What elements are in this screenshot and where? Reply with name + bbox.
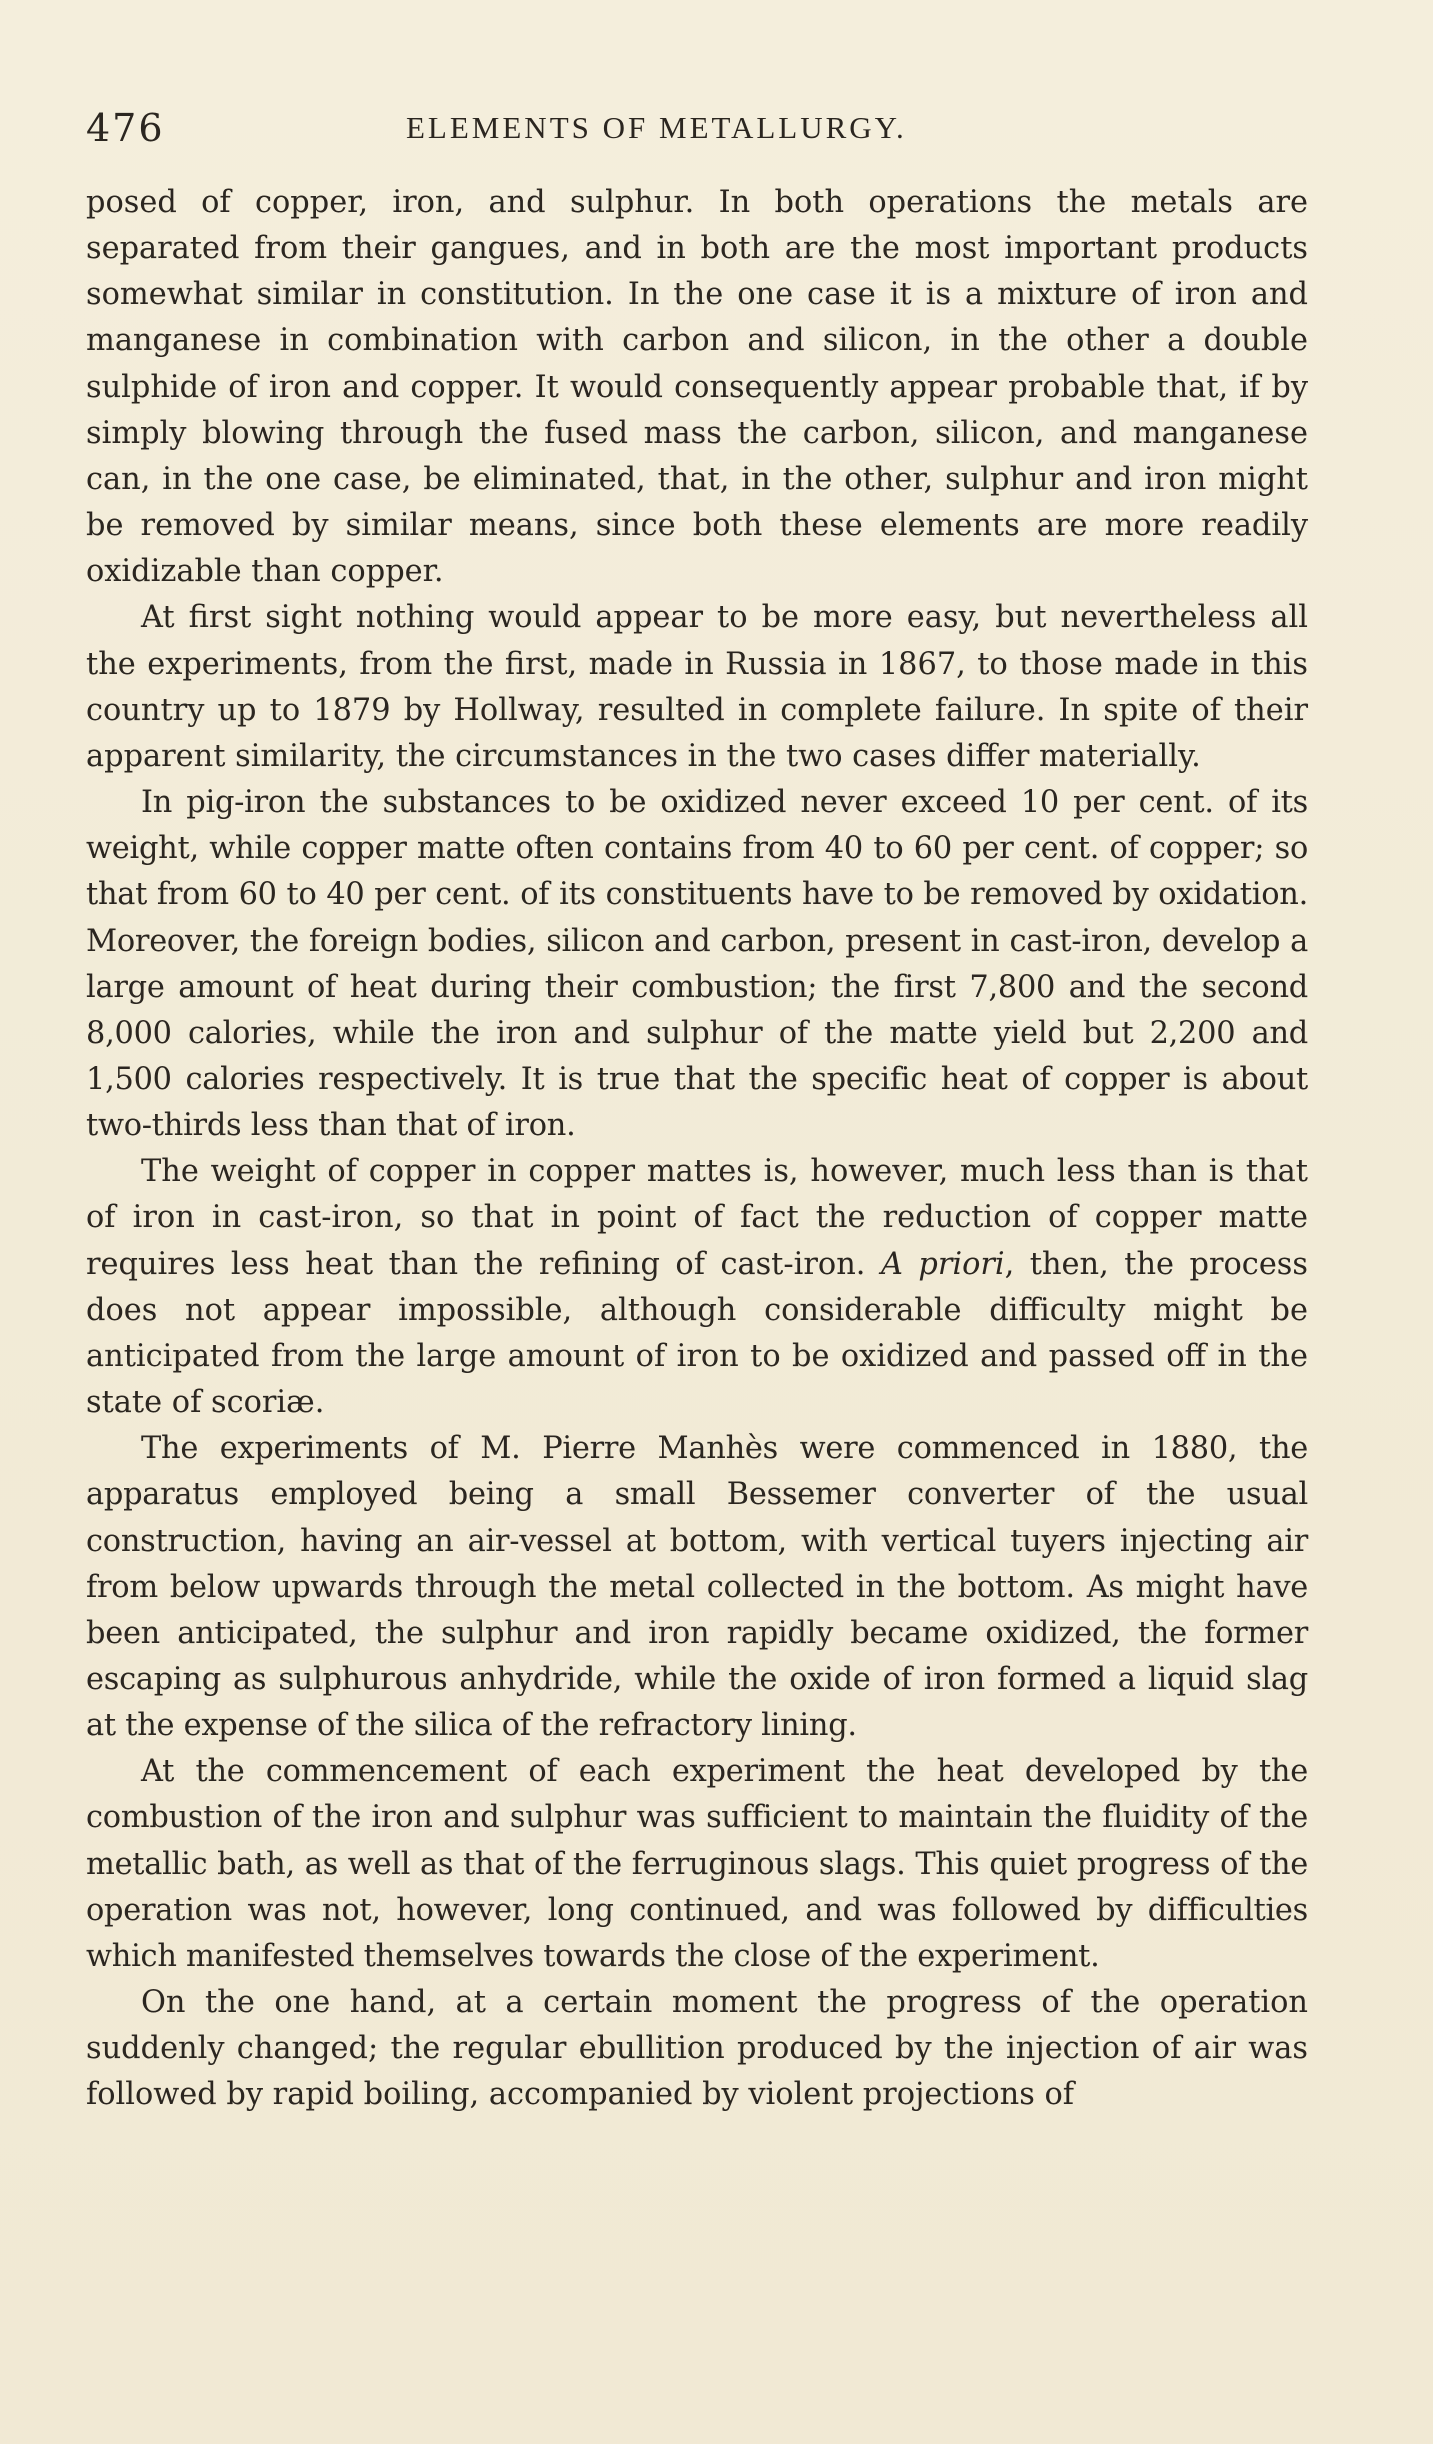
paragraph-text: At first sight nothing would appear to be more easy, but nevertheless all the experiments, from the first, made in Russia in 1867, to those made in this country up to 1879 by Hollway, resulted in complete failure. In spite of their apparent similarity, the circumstances in the two cases differ materially. xyxy=(86,600,1308,774)
paragraph-truncated xyxy=(86,1980,1308,2118)
italic-phrase: A priori xyxy=(880,1246,1005,1282)
page-header xyxy=(86,100,1306,160)
paragraph xyxy=(86,1149,1308,1426)
running-title: ELEMENTS OF METALLURGY. xyxy=(406,110,907,145)
paragraph xyxy=(86,780,1308,1149)
paragraph xyxy=(86,595,1308,780)
paragraph-text: posed of copper, iron, and sulphur. In both operations the metals are separated from their gangues, and in both are the most important products somewhat similar in constitution. In the one case it is a mixture of iron and manganese in combination with carbon and silicon, in the other a double sulphide of iron and copper. It would consequently appear probable that, if by simply blowing through the fused mass the carbon, silicon, and manganese can, in the one case, be eliminated, that, in the other, sulphur and iron might be removed by similar means, since both these elements are more readily oxidizable than copper. xyxy=(86,185,1308,590)
paragraph-text: , then, the process does not appear impossible, although considerable difficulty might be anticipated from the large amount of iron to be oxidized and passed off in the state of scoriæ. xyxy=(86,1246,1308,1421)
paragraph-text: The experiments of M. Pierre Manhès were commenced in 1880, the apparatus employed being a small Bessemer converter of the usual construction, having an air-vessel at bottom, with vertical tuyers injecting air from below upwards through the metal collected in the bottom. As might have been anticipated, the sulphur and iron rapidly became oxidized, the former escaping as sulphurous anhydride, while the oxide of iron formed a liquid slag at the expense of the silica of the refractory lining. xyxy=(86,1431,1308,1744)
paragraph xyxy=(86,1426,1308,1749)
body-text xyxy=(86,180,1308,2119)
paragraph-continued xyxy=(86,180,1308,595)
paragraph-text: In pig-iron the substances to be oxidized never exceed 10 per cent. of its weight, while copper matte often contains from 40 to 60 per cent. of copper; so that from 60 to 40 per cent. of its constituents have to be removed by oxidation. Moreover, the foreign bodies, silicon and carbon, present in cast-iron, develop a large amount of heat during their combustion; the first 7,800 and the second 8,000 calories, while the iron and sulphur of the matte yield but 2,200 and 1,500 calories respectively. It is true that the specific heat of copper is about two-thirds less than that of iron. xyxy=(86,785,1308,1144)
paragraph-text: The weight of copper in copper mattes is, however, much less than is that of iron in cast-iron, so that in point of fact the reduction of copper matte requires less heat than the refining of cast-iron. xyxy=(86,1154,1308,1282)
page-number: 476 xyxy=(86,106,165,150)
paragraph-text: At the commencement of each experiment the heat developed by the combustion of the iron and sulphur was sufficient to maintain the fluidity of the metallic bath, as well as that of the ferruginous slags. This quiet progress of the operation was not, however, long continued, and was followed by difficulties which manifested themselves towards the close of the experiment. xyxy=(86,1754,1308,1974)
paragraph-text: On the one hand, at a certain moment the progress of the operation suddenly changed; the regular ebullition produced by the injection of air was followed by rapid boiling, accompanied by violent projections of xyxy=(86,1985,1308,2113)
paragraph xyxy=(86,1749,1308,1980)
